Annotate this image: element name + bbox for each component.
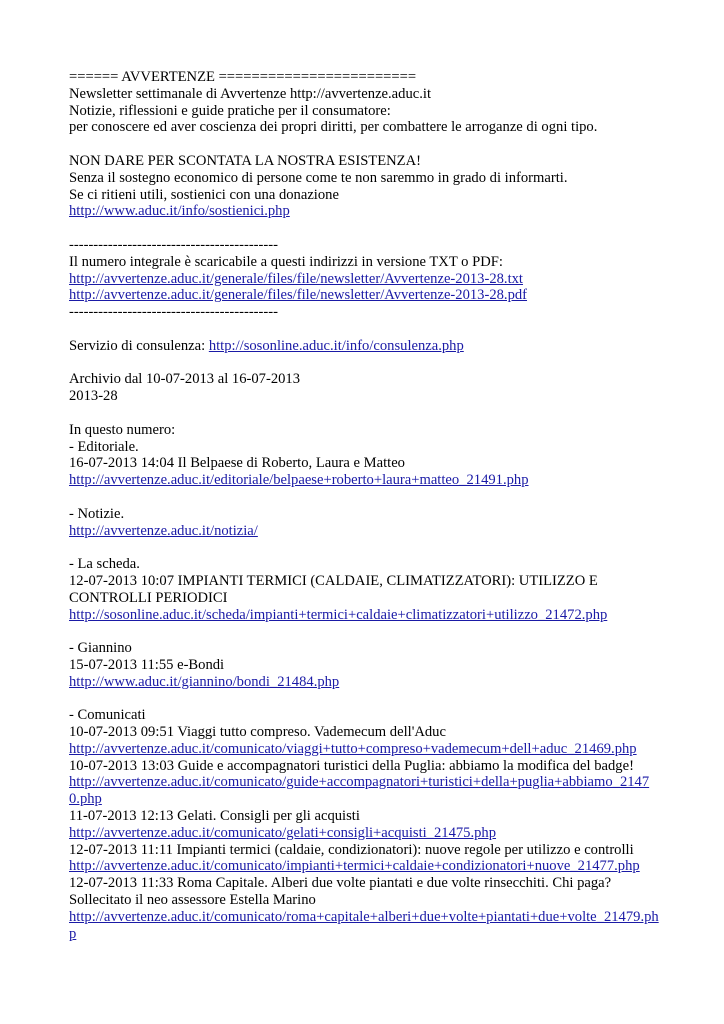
newsletter-subtitle: Newsletter settimanale di Avvertenze http://avvertenze.aduc.it <box>69 85 431 102</box>
download-txt-link[interactable]: http://avvertenze.aduc.it/generale/files/file/newsletter/Avvertenze-2013-28.txt <box>69 270 523 287</box>
appeal-heading: NON DARE PER SCONTATA LA NOSTRA ESISTENZA! <box>69 152 421 169</box>
giannino-entry: 15-07-2013 11:55 e-Bondi <box>69 656 225 673</box>
comunicato-link[interactable]: http://avvertenze.aduc.it/comunicato/viaggi+tutto+compreso+vademecum+dell+aduc_21469.php <box>69 740 637 757</box>
consulting-label: Servizio di consulenza: <box>69 337 209 354</box>
comunicato-entry: 11-07-2013 12:13 Gelati. Consigli per gli acquisti <box>69 808 360 825</box>
notizie-link[interactable]: http://avvertenze.aduc.it/notizia/ <box>69 522 258 539</box>
consulting-line <box>69 338 659 355</box>
spacer <box>69 489 659 506</box>
archive-range: Archivio dal 10-07-2013 al 16-07-2013 <box>69 371 301 388</box>
spacer <box>69 690 659 707</box>
comunicato-link[interactable]: http://avvertenze.aduc.it/comunicato/roma+capitale+alberi+due+volte+piantati+due+volte_21479.php <box>69 908 659 942</box>
comunicato-link[interactable]: http://avvertenze.aduc.it/comunicato/guide+accompagnatori+turistici+della+puglia+abbiamo_21470.php <box>69 774 650 808</box>
section-label-giannino: - Giannino <box>69 640 132 657</box>
download-pdf-link[interactable]: http://avvertenze.aduc.it/generale/files/file/newsletter/Avvertenze-2013-28.pdf <box>69 287 528 304</box>
download-intro: Il numero integrale è scaricabile a questi indirizzi in versione TXT o PDF: <box>69 253 503 270</box>
donation-link[interactable]: http://www.aduc.it/info/sostienici.php <box>69 203 290 220</box>
separator: ------------------------------------------- <box>69 236 278 253</box>
spacer <box>69 321 659 338</box>
appeal-text: Senza il sostegno economico di persone come te non saremmo in grado di informarti. <box>69 169 568 186</box>
section-label-comunicati: - Comunicati <box>69 707 146 724</box>
editoriale-entry: 16-07-2013 14:04 Il Belpaese di Roberto, Laura e Matteo <box>69 455 405 472</box>
comunicato-entry: 12-07-2013 11:33 Roma Capitale. Alberi due volte piantati e due volte rinsecchiti. Chi paga? Sollecitato il neo assessore Estella Marino <box>69 875 612 909</box>
spacer <box>69 136 659 153</box>
newsletter-title: ====== AVVERTENZE ======================== <box>69 69 417 85</box>
contents-heading: In questo numero: <box>69 421 176 438</box>
comunicato-entry: 10-07-2013 09:51 Viaggi tutto compreso. Vademecum dell'Aduc <box>69 724 446 741</box>
appeal-text: Se ci ritieni utili, sostienici con una donazione <box>69 186 339 203</box>
giannino-link[interactable]: http://www.aduc.it/giannino/bondi_21484.php <box>69 673 340 690</box>
separator: ------------------------------------------- <box>69 304 278 321</box>
issue-number: 2013-28 <box>69 388 118 405</box>
scheda-link[interactable]: http://sosonline.aduc.it/scheda/impianti+termici+caldaie+climatizzatori+utilizzo_21472.php <box>69 606 608 623</box>
comunicato-link[interactable]: http://avvertenze.aduc.it/comunicato/gelati+consigli+acquisti_21475.php <box>69 824 497 841</box>
spacer <box>69 623 659 640</box>
newsletter-tagline: Notizie, riflessioni e guide pratiche per il consumatore: <box>69 102 391 119</box>
newsletter-page <box>69 69 659 942</box>
editoriale-link[interactable]: http://avvertenze.aduc.it/editoriale/belpaese+roberto+laura+matteo_21491.php <box>69 472 529 489</box>
newsletter-tagline: per conoscere ed aver coscienza dei propri diritti, per combattere le arroganze di ogni tipo. <box>69 119 598 136</box>
spacer <box>69 220 659 237</box>
section-label-editoriale: - Editoriale. <box>69 438 139 455</box>
spacer <box>69 405 659 422</box>
section-label-scheda: - La scheda. <box>69 556 140 573</box>
comunicato-entry: 10-07-2013 13:03 Guide e accompagnatori turistici della Puglia: abbiamo la modifica del badge! <box>69 757 634 774</box>
spacer <box>69 355 659 372</box>
comunicato-link[interactable]: http://avvertenze.aduc.it/comunicato/impianti+termici+caldaie+condizionatori+nuove_21477.php <box>69 858 640 875</box>
comunicato-entry: 12-07-2013 11:11 Impianti termici (caldaie, condizionatori): nuove regole per utilizzo e controlli <box>69 841 634 858</box>
spacer <box>69 539 659 556</box>
consulting-link[interactable]: http://sosonline.aduc.it/info/consulenza.php <box>208 337 464 354</box>
scheda-entry: 12-07-2013 10:07 IMPIANTI TERMICI (CALDAIE, CLIMATIZZATORI): UTILIZZO E CONTROLLI PERIODICI <box>69 572 598 606</box>
section-label-notizie: - Notizie. <box>69 505 125 522</box>
